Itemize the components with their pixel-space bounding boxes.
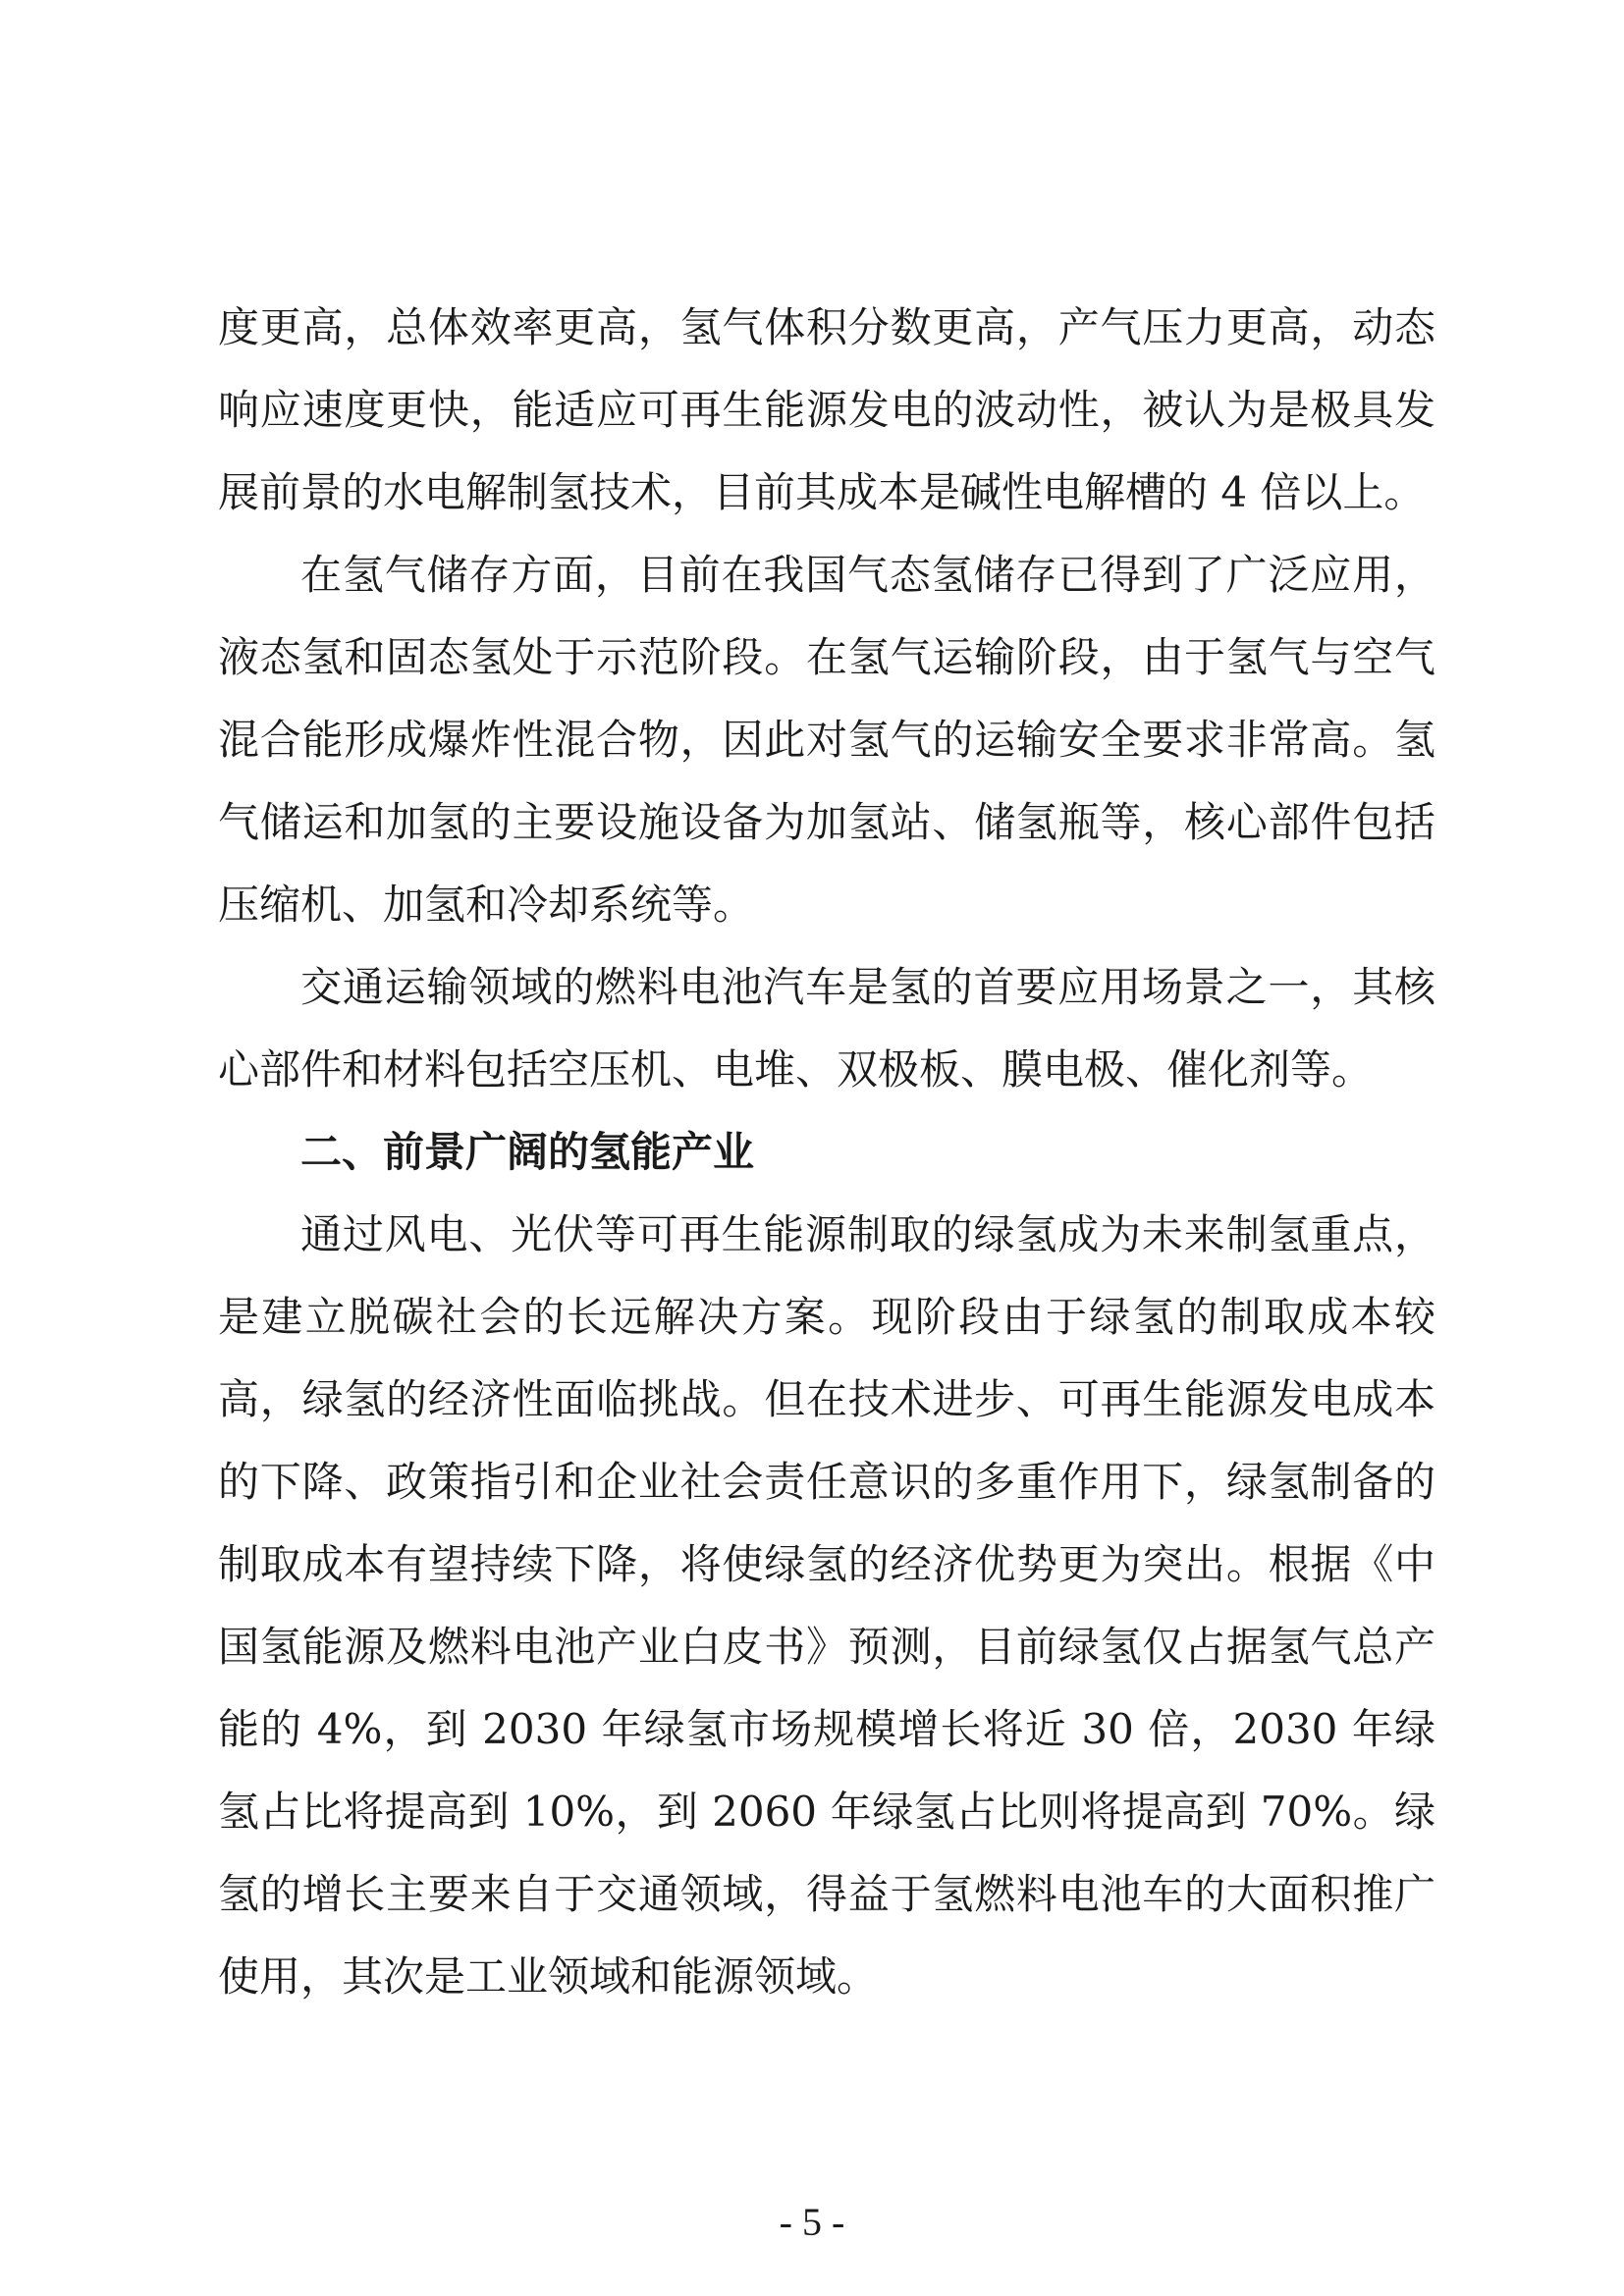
- section-heading: 二、前景广阔的氢能产业: [300, 1128, 755, 1176]
- page-body: [218, 287, 1435, 2018]
- paragraph-fuel-cell-vehicles: 交通运输领域的燃料电池汽车是氢的首要应用场景之一，其核心部件和材料包括空压机、电堆、双极板、膜电极、催化剂等。: [218, 963, 1435, 1094]
- paragraph-green-hydrogen: 通过风电、光伏等可再生能源制取的绿氢成为未来制氢重点，是建立脱碳社会的长远解决方案。现阶段由于绿氢的制取成本较高，绿氢的经济性面临挑战。但在技术进步、可再生能源发电成本的下降、政策指引和企业社会责任意识的多重作用下，绿氢制备的制取成本有望持续下降，将使绿氢的经济优势更为突出。根据《中国氢能源及燃料电池产业白皮书》预测，目前绿氢仅占据氢气总产能的 4%，到 2030 年绿氢市场规模增长将近 30 倍，2030 年绿氢占比将提高到 10%，到 2060 年绿氢占比则将提高到 70%。绿氢的增长主要来自于交通领域，得益于氢燃料电池车的大面积推广使用，其次是工业领域和能源领域。: [218, 1210, 1435, 2001]
- paragraph-continuation: 度更高，总体效率更高，氢气体积分数更高，产气压力更高，动态响应速度更快，能适应可再生能源发电的波动性，被认为是极具发展前景的水电解制氢技术，目前其成本是碱性电解槽的 4 倍以上。: [218, 303, 1435, 516]
- paragraph-hydrogen-storage: 在氢气储存方面，目前在我国气态氢储存已得到了广泛应用，液态氢和固态氢处于示范阶段。在氢气运输阶段，由于氢气与空气混合能形成爆炸性混合物，因此对氢气的运输安全要求非常高。氢气储运和加氢的主要设施设备为加氢站、储氢瓶等，核心部件包括压缩机、加氢和冷却系统等。: [218, 551, 1435, 929]
- page-number: - 5 -: [779, 2200, 845, 2244]
